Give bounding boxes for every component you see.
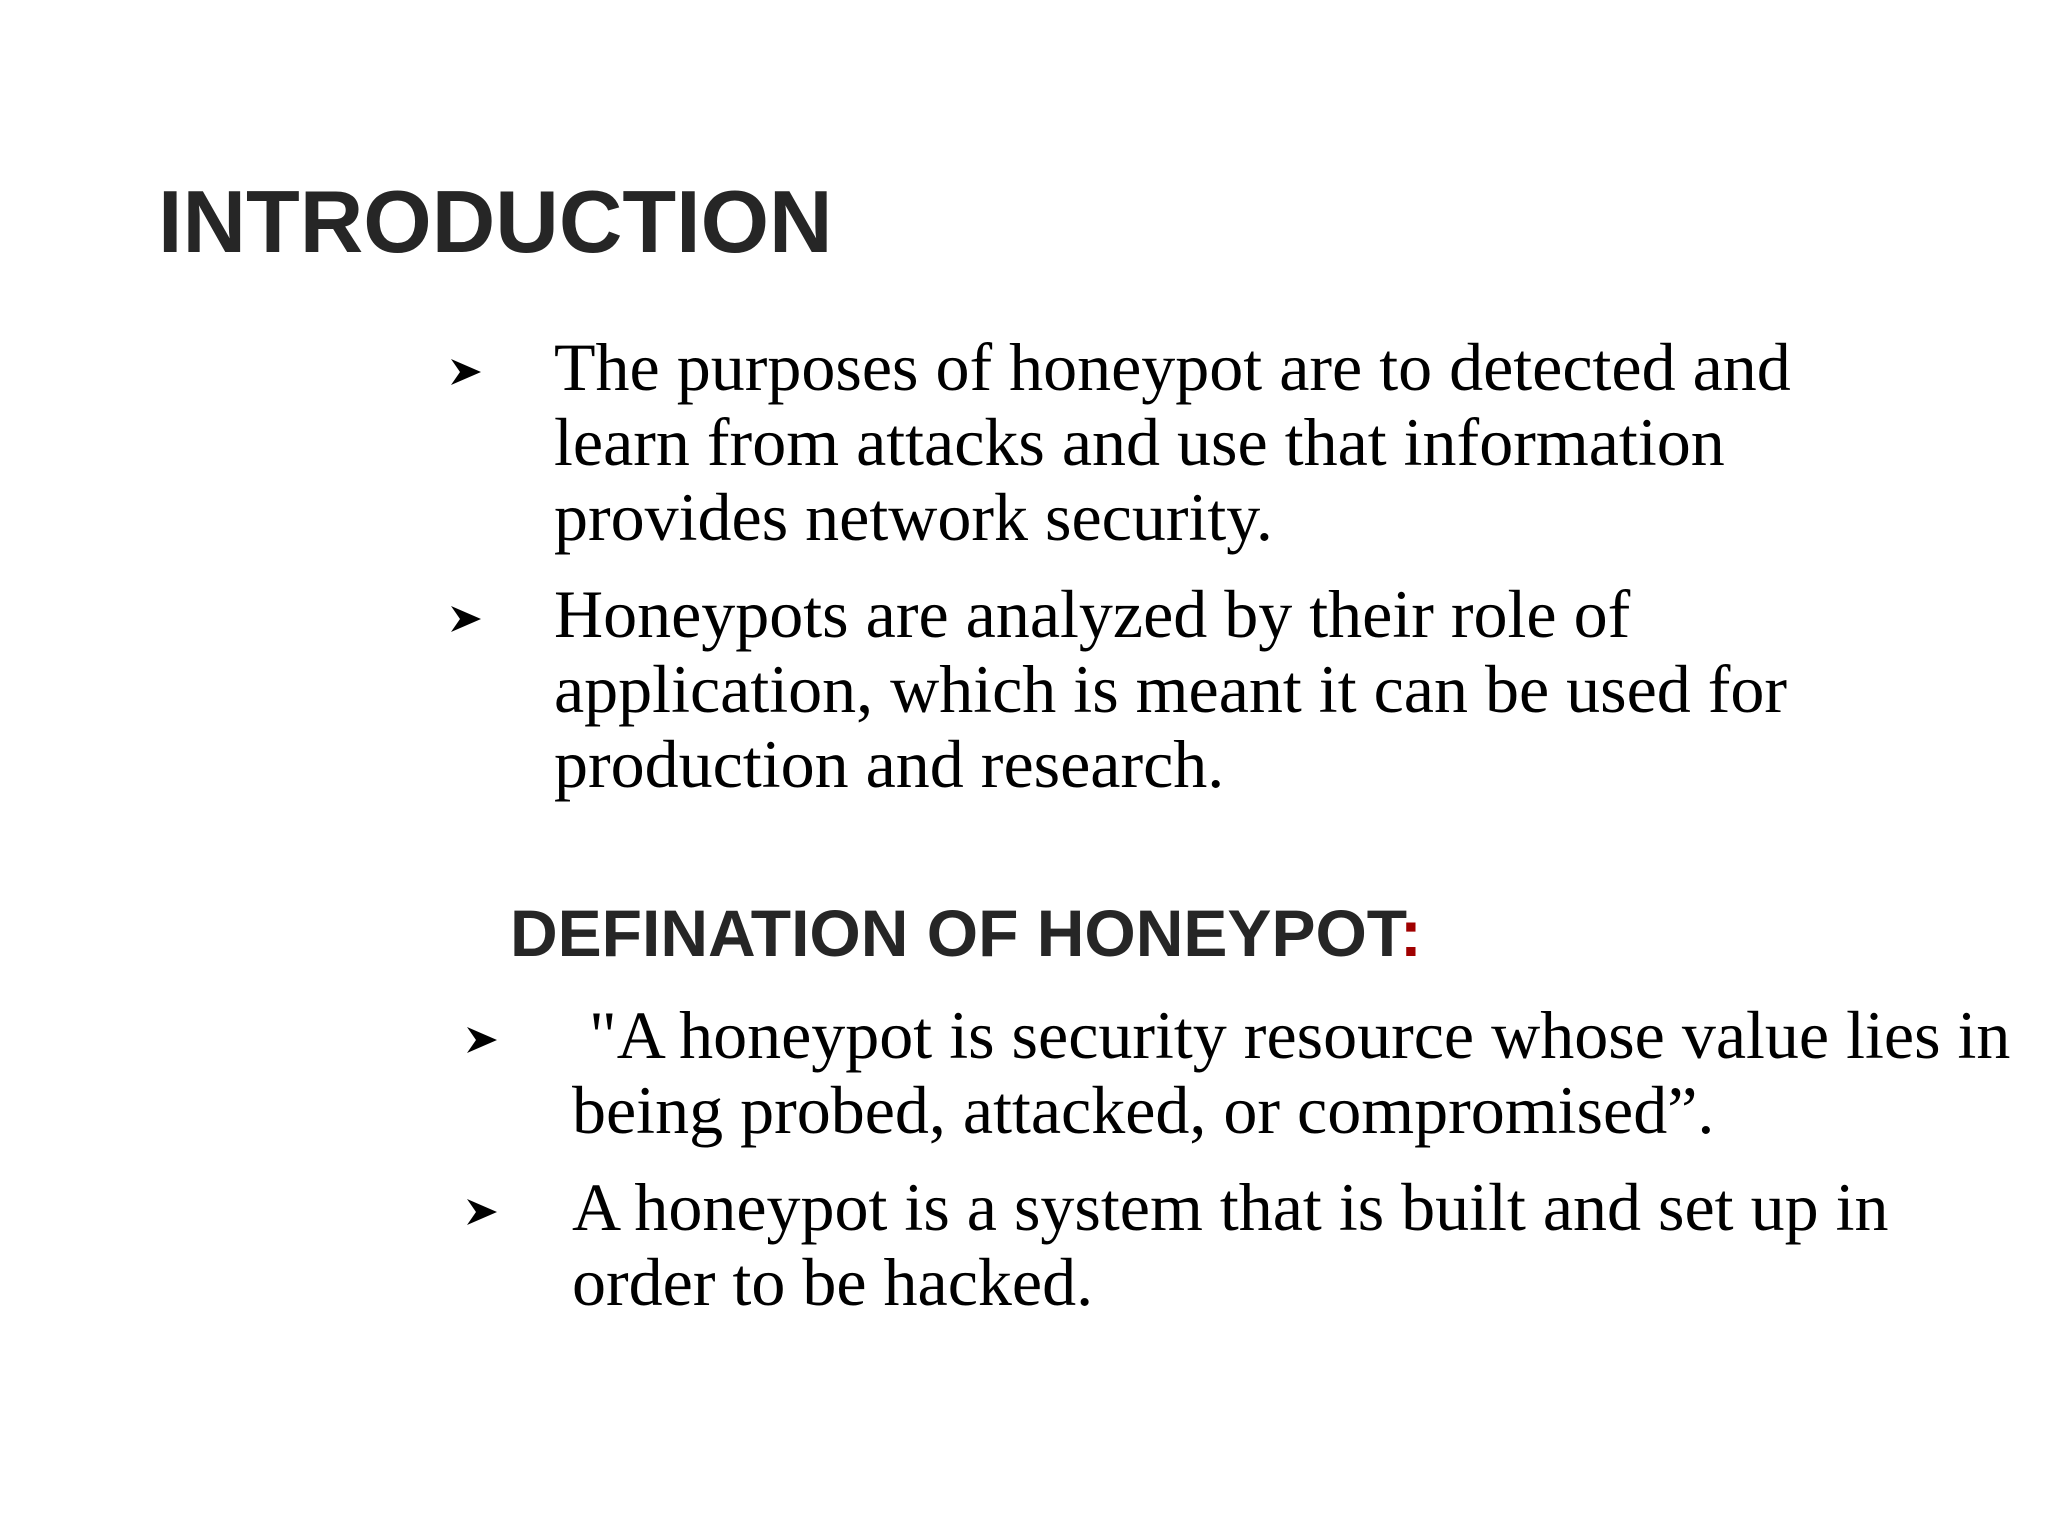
list-item (466, 1170, 2026, 1320)
bullet-text: "A honeypot is security resource whose value lies in being probed, attacked, or compromised”. (572, 997, 2028, 1148)
bullet-text: A honeypot is a system that is built and set up in order to be hacked. (572, 1169, 1889, 1320)
arrowhead-bullet-icon (466, 1198, 498, 1226)
intro-bullet-list (450, 330, 1910, 824)
arrowhead-bullet-icon (450, 358, 482, 386)
definition-heading-text: DEFINATION OF HONEYPOT (510, 896, 1400, 970)
slide-title: INTRODUCTION (158, 172, 833, 271)
list-item (466, 998, 2026, 1148)
arrowhead-bullet-icon (466, 1026, 498, 1054)
definition-bullet-list (466, 998, 2026, 1342)
bullet-text: Honeypots are analyzed by their role of application, which is meant it can be used for production and research. (554, 576, 1788, 802)
bullet-text: The purposes of honeypot are to detected and learn from attacks and use that information provides network security. (554, 329, 1791, 555)
definition-heading (510, 896, 1422, 970)
arrowhead-bullet-icon (450, 605, 482, 633)
definition-heading-colon: : (1399, 896, 1422, 970)
list-item (450, 330, 1910, 555)
list-item (450, 577, 1910, 802)
